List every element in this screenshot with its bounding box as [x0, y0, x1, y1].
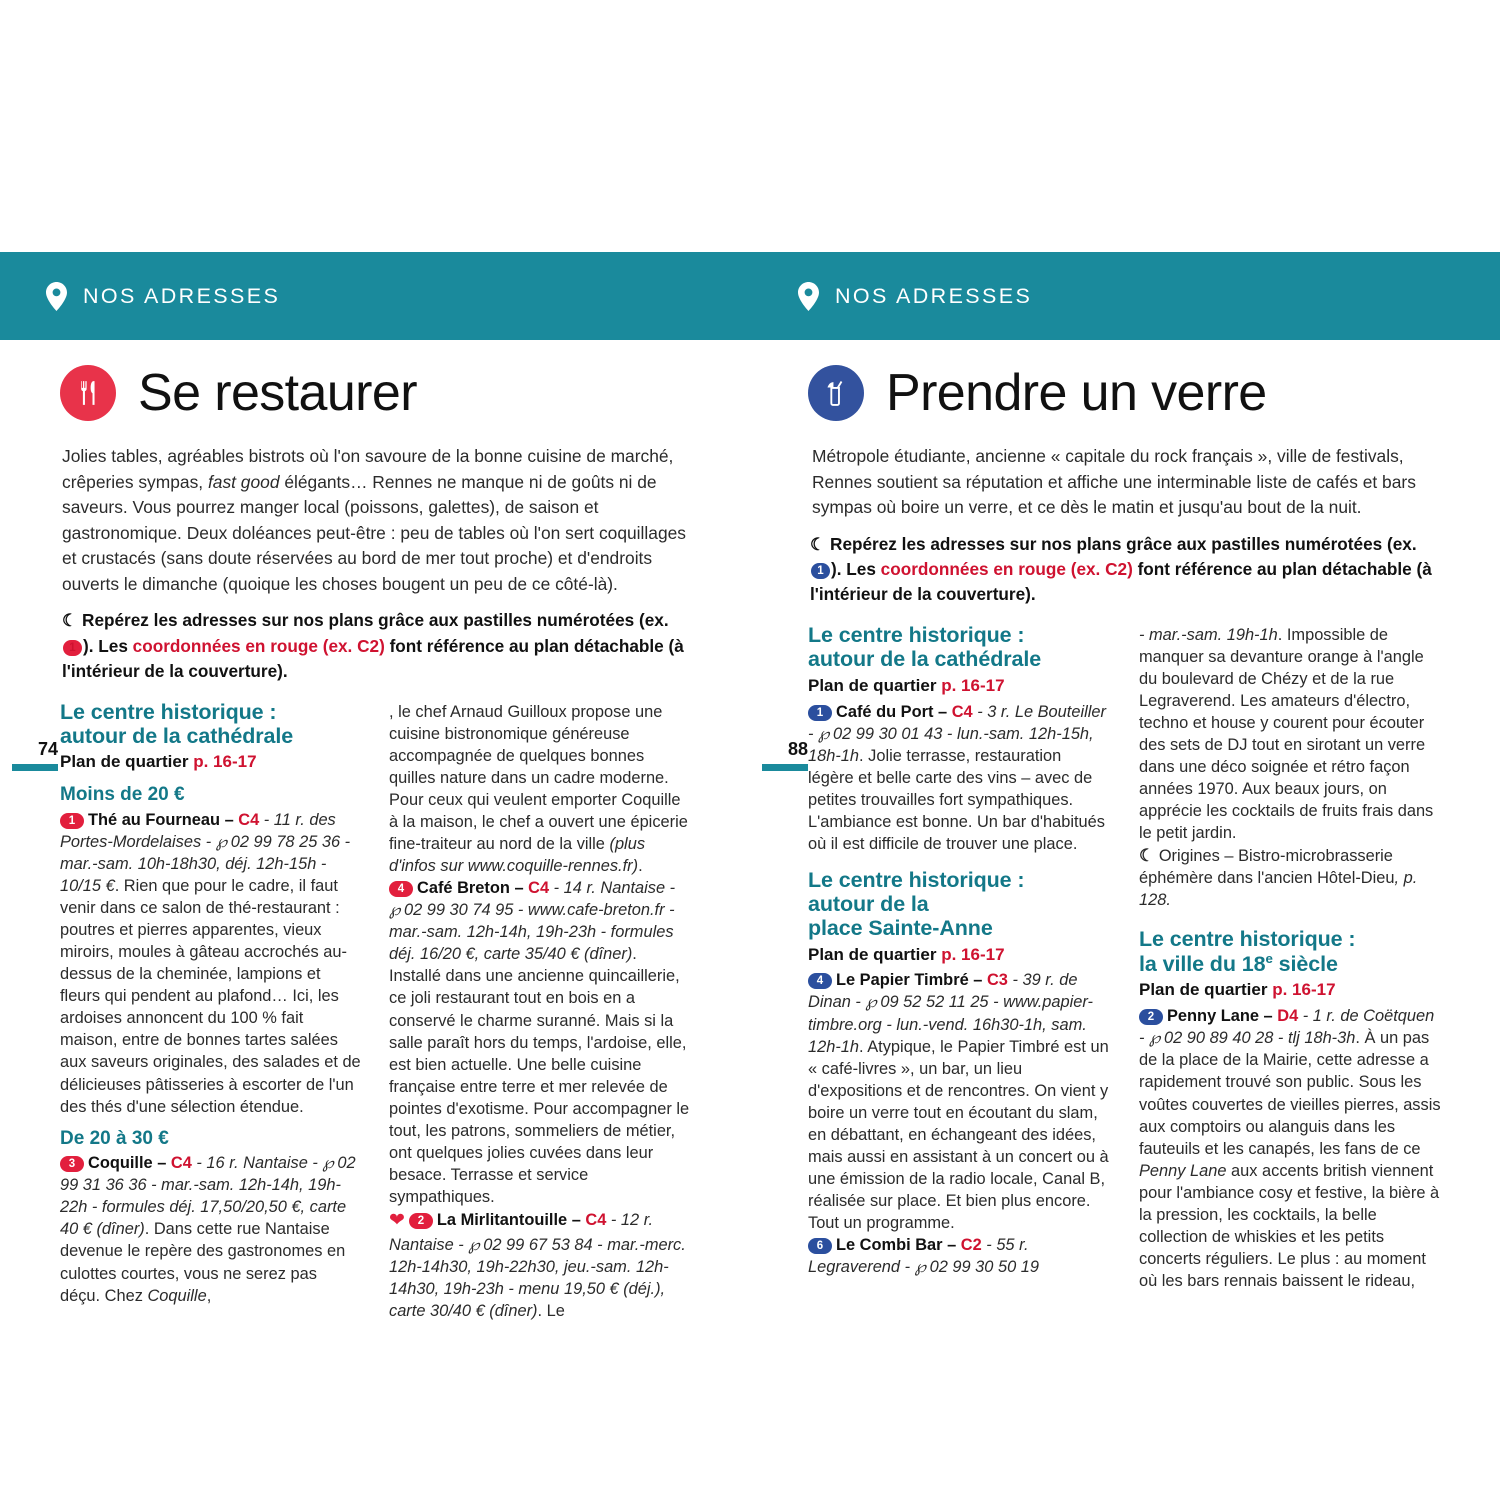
plan-de-quartier-right-1: [808, 675, 1111, 698]
xref-origines: [1139, 845, 1442, 912]
fork-knife-icon: [60, 365, 116, 421]
entry-body-italic-coquille: Coquille: [147, 1286, 207, 1305]
entry-coord-penny-lane: D4: [1277, 1007, 1299, 1026]
nos-adresses-band: [0, 252, 1500, 340]
entry-body-cont-penny-lane: aux accents british viennent pour l'ambiance cosy et festive, la bière à la pression, les cocktails, la belle collection de whiskies et les petits concerts réguliers. Le plus : au moment où les bars rennais baissent le rideau,: [1139, 1161, 1440, 1291]
block3-title-line1: Le centre historique :: [1139, 926, 1356, 951]
plan-label-left: Plan de quartier: [60, 752, 189, 772]
plan-page-right-2: p. 16-17: [941, 944, 1005, 964]
xref-bullet-icon: ☾: [810, 534, 826, 554]
block-title-place-sainte-anne: [808, 869, 1111, 941]
block-title-line2: autour de la cathédrale: [60, 723, 294, 748]
plan-page-right-1: p. 16-17: [941, 675, 1005, 695]
block1-title-line2: autour de la cathédrale: [808, 646, 1042, 671]
entry-body-le-papier-timbre: . Atypique, le Papier Timbré est un « café-livres », un bar, un lieu d'expositions et de rencontres. On vient y boire un verre tout en écoutant du slam, en débattant, en échangeant des idées, mais aussi en assistant à un concert ou à une émission de la radio locale, Canal B, réalisée sur place. Et bien plus encore. Tout un programme.: [808, 1037, 1109, 1233]
plan-page-right-3: p. 16-17: [1272, 980, 1336, 1000]
entry-details2-coquille: - mar.-sam. 12h-14h, 19h-22h - formules déj. 17,50/20,50 €, carte 40 € (dîner): [60, 1176, 347, 1239]
phone-icon: ℘: [468, 1235, 484, 1254]
phone-icon: ℘: [818, 724, 833, 743]
block-title-cathedrale-right: [808, 624, 1111, 672]
map-note-part2-left: ). Les: [83, 635, 133, 656]
right-col-1: [808, 624, 1111, 1292]
entry-le-combi-bar-continued: [1139, 624, 1442, 845]
entry-name-cafe-breton: Café Breton: [417, 879, 510, 898]
block-title-cathedrale: [60, 701, 361, 749]
page-title-left: Se restaurer: [138, 364, 417, 422]
entry-details2-the-au-fourneau: - mar.-sam. 10h-18h30, déj. 12h-15h - 10/15 €: [60, 832, 351, 895]
entry-body-cafe-du-port: . Jolie terrasse, restauration légère et belle carte des vins – avec de petites trouvailles fort sympathiques. L'ambiance est bonne. Un bar d'habitués où il est difficile de trouver une place.: [808, 746, 1105, 853]
band-half-left: [0, 252, 750, 340]
page-spread: [0, 340, 1500, 1320]
entry-phone-the-au-fourneau: 02 99 78 25 36: [230, 832, 341, 851]
pastille-4-blue: 4: [808, 973, 832, 989]
pastille-example-left: 1: [63, 640, 82, 656]
left-col-1: [60, 701, 361, 1322]
plan-label-right-1: Plan de quartier: [808, 675, 937, 695]
phone-icon: ℘: [389, 901, 404, 920]
entry-body-cafe-breton: . Installé dans une ancienne quincaillerie, ce joli restaurant tout en bois en a conservé le charme suranné. Mais si la salle paraît hors du temps, l'ardoise, elle, est bien actuelle. Une belle cuisine française entre terre et mer relevée de pointes d'exotisme. Pour accompagner le tout, les patrons, sommeliers de métier, ont quelques jolies cuvées dans leur besace. Terrasse et service sympathiques.: [389, 945, 690, 1207]
entry-le-papier-timbre: 4 Le Papier Timbré – C3 - 39 r. de Dinan - ℘ 09 52 52 11 25 - www.papier-timbre.org - lun.-vend. 16h30-1h, sam. 12h-1h. Atypique, le Papier Timbré est un « café-livres », un bar, un lieu d'expositions et de rencontres. On vient y boire un verre tout en écoutant du slam, en débattant, en échangeant des idées, mais aussi en assistant à un concert ou à une émission de la radio locale, Canal B, réalisée sur place. Et bien plus encore. Tout un programme.: [808, 971, 1109, 1233]
plan-de-quartier-right-2: [808, 944, 1111, 967]
entry-body-italic-penny-lane: Penny Lane: [1139, 1161, 1227, 1180]
band-label-right: NOS ADRESSES: [835, 283, 1033, 308]
left-page-columns: [60, 701, 690, 1322]
plan-de-quartier-right-3: [1139, 979, 1442, 1002]
entry-coord-cafe-breton: C4: [528, 879, 550, 898]
block2-title-line2: autour de la: [808, 891, 929, 916]
map-note-part3-right: font référence au plan détachable (à l'intérieur de la couverture).: [810, 559, 1432, 604]
entry-details-cafe-du-port: - 3 r. Le Bouteiller -: [808, 702, 1106, 743]
xref-page-origines: , p. 128.: [1139, 869, 1418, 910]
left-page: [0, 340, 750, 1320]
entry-phone-la-mirlitantouille: 02 99 67 53 84: [483, 1235, 593, 1254]
entry-details-la-mirlitantouille: - 12 r. Nantaise -: [389, 1211, 654, 1254]
pastille-6-blue: 6: [808, 1238, 832, 1254]
entry-details2-cafe-du-port: - lun.-sam. 12h-15h, 18h-1h: [808, 724, 1094, 765]
pastille-2-blue: 2: [1139, 1009, 1163, 1025]
entry-phone-cafe-du-port: 02 99 30 01 43: [833, 724, 943, 743]
map-note-part1-right: Repérez les adresses sur nos plans grâce aux pastilles numérotées (ex.: [830, 533, 1417, 554]
entry-cafe-breton: 4 Café Breton – C4 - 14 r. Nantaise - ℘ 02 99 30 74 95 - www.cafe-breton.fr - mar.-sam. 12h-14h, 19h-23h - formules déj. 16/20 €, carte 35/40 € (dîner). Installé dans une ancienne quincaillerie, ce joli restaurant tout en bois en a conservé le charme suranné. Mais si la salle paraît hors du temps, l'ardoise, elle, est bien actuelle. Une belle cuisine française entre terre et mer relevée de pointes d'exotisme. Pour accompagner le tout, les patrons, sommeliers de métier, ont quelques jolies cuvées dans leur besace. Terrasse et service sympathiques.: [389, 879, 690, 1207]
entry-details2-cafe-breton: - www.cafe-breton.fr - mar.-sam. 12h-14h, 19h-23h - formules déj. 16/20 €, carte 35/40 € (dîner): [389, 901, 675, 964]
entry-cafe-du-port: 1 Café du Port – C4 - 3 r. Le Bouteiller - ℘ 02 99 30 01 43 - lun.-sam. 12h-15h, 18h-1h. Jolie terrasse, restauration légère et belle carte des vins – avec de petites trouvailles fort sympathiques. L'ambiance est bonne. Un bar d'habitués où il est difficile de trouver une place.: [808, 702, 1106, 853]
entry-body-the-au-fourneau: . Rien que pour le cadre, il faut venir dans ce salon de thé-restaurant : poutres et pierres apparentes, vieux miroirs, moules à gâteau accrochés au-dessus de la cheminée, lampions et fleurs qui pendent au plafond… Ici, les ardoises annoncent du 100 % fait maison, entre de bonnes tartes salées aux saveurs originales, des salades et de délicieuses pâtisseries à escorter de l'un des thés d'une sélection étendue.: [60, 876, 361, 1116]
map-note-red-left: coordonnées en rouge (ex. C2): [132, 635, 385, 656]
entry-coquille: 3 Coquille – C4 - 16 r. Nantaise - ℘ 02 99 31 36 36 - mar.-sam. 12h-14h, 19h-22h - formules déj. 17,50/20,50 €, carte 40 € (dîner). Dans cette rue Nantaise devenue le repère des gastronomes en culottes courtes, vous ne serez pas déçu. Chez Coquille,: [60, 1154, 356, 1305]
entry-body-cont-coquille: , le chef Arnaud Guilloux propose une cuisine bistronomique généreuse accompagnée de quelques bonnes quilles nature dans un cadre moderne. Pour ceux qui veulent emporter Coquille à la maison, le chef a ouvert une épicerie fine-traiteur au nord de la ville: [389, 702, 688, 854]
xref-bullet-icon: ☾: [62, 611, 78, 631]
phone-icon: ℘: [1149, 1029, 1164, 1048]
map-note-left: [60, 608, 690, 683]
map-note-part3-left: font référence au plan détachable (à l'intérieur de la couverture).: [62, 635, 684, 681]
phone-icon: ℘: [215, 832, 231, 851]
map-note-red-right: coordonnées en rouge (ex. C2): [880, 559, 1133, 580]
pastille-example-right: 1: [811, 563, 830, 579]
entry-details-the-au-fourneau: - 11 r. des Portes-Mordelaises -: [60, 810, 336, 851]
pastille-3-red: 3: [60, 1156, 84, 1172]
entry-details-le-combi-bar: - 55 r. Legraverend -: [808, 1236, 1029, 1277]
price-band-de-20-a-30: De 20 à 30 €: [60, 1127, 169, 1149]
map-pin-icon: [798, 282, 819, 311]
entry-coord-le-combi-bar: C2: [960, 1236, 982, 1255]
entry-name-la-mirlitantouille: La Mirlitantouille: [436, 1211, 568, 1230]
entry-name-coquille: Coquille: [88, 1154, 153, 1173]
entry-body-end-coquille: .: [638, 857, 643, 876]
entry-name-le-combi-bar: Le Combi Bar: [836, 1236, 943, 1255]
entry-phone-cafe-breton: 02 99 30 74 95: [403, 901, 514, 920]
entry-coord-the-au-fourneau: C4: [238, 810, 260, 829]
phone-icon: ℘: [914, 1258, 930, 1277]
entry-name-penny-lane: Penny Lane: [1167, 1007, 1259, 1026]
entry-phone-penny-lane: 02 90 89 40 28: [1164, 1029, 1274, 1048]
block2-title-line1: Le centre historique :: [808, 867, 1025, 892]
right-page-columns: [808, 624, 1442, 1292]
pastille-2-red: 2: [409, 1213, 433, 1229]
pastille-1-red: 1: [60, 813, 84, 829]
page-number-right: 88: [787, 739, 808, 759]
map-note-part1-left: Repérez les adresses sur nos plans grâce aux pastilles numérotées (ex.: [82, 610, 669, 631]
entry-details-coquille: - 16 r. Nantaise -: [191, 1154, 323, 1173]
entry-details-penny-lane: - 1 r. de Coëtquen -: [1139, 1007, 1435, 1048]
page-title-right: Prendre un verre: [886, 364, 1267, 422]
entry-details-le-papier-timbre: - 39 r. de Dinan -: [808, 971, 1078, 1012]
entry-coord-le-papier-timbre: C3: [986, 971, 1008, 990]
map-note-part2-right: ). Les: [831, 559, 881, 580]
entry-coord-cafe-du-port: C4: [951, 702, 973, 721]
entry-name-the-au-fourneau: Thé au Fourneau: [88, 810, 221, 829]
cocktail-glass-icon: [808, 365, 864, 421]
xref-name-origines: Origines: [1158, 846, 1220, 865]
entry-body-italic2-coquille: (plus d'infos sur www.coquille-rennes.fr): [389, 835, 646, 876]
phone-icon: ℘: [322, 1154, 338, 1173]
entry-phone-le-papier-timbre: 09 52 52 11 25: [880, 993, 989, 1012]
entry-details2-le-papier-timbre: - www.papier-timbre.org - lun.-vend. 16h30-1h, sam. 12h-1h: [808, 993, 1093, 1056]
block-title-ville-18e-siecle: [1139, 928, 1442, 977]
pastille-4-red: 4: [389, 881, 413, 897]
entry-le-combi-bar: 6 Le Combi Bar – C2 - 55 r. Legraverend - ℘ 02 99 30 50 19: [808, 1236, 1039, 1277]
entry-penny-lane: 2 Penny Lane – D4 - 1 r. de Coëtquen - ℘ 02 90 89 40 28 - tlj 18h-3h. À un pas de la place de la Mairie, cette adresse a rapidement trouvé son public. Sous les voûtes couvertes de vieilles pierres, assis aux comptoirs ou alanguis dans les fauteuils et les canapés, les fans de ce Penny Lane aux accents british viennent pour l'ambiance cosy et festive, la bière à la pression, les cocktails, la belle collection de whiskies et les petits concerts réguliers. Le plus : au moment où les bars rennais baissent le rideau,: [1139, 1007, 1441, 1291]
block3-title-sup: e: [1265, 950, 1273, 966]
intro-italic-left: fast good: [207, 471, 280, 492]
heart-icon: ❤: [389, 1210, 405, 1232]
xref-text-origines: – Bistro-microbrasserie éphémère dans l'ancien Hôtel-Dieu: [1139, 846, 1395, 888]
entry-details2-le-combi-bar: - mar.-sam. 19h-1h: [1139, 625, 1278, 644]
entry-body-la-mirlitantouille: . Le: [537, 1301, 565, 1320]
map-pin-icon: [46, 282, 67, 311]
entry-details-cafe-breton: - 14 r. Nantaise -: [549, 879, 676, 898]
entry-body-penny-lane: . À un pas de la place de la Mairie, cette adresse a rapidement trouvé son public. Sous les voûtes couvertes de vieilles pierres, assis aux comptoirs ou alanguis dans les fauteuils et les canapés, les fans de ce: [1139, 1029, 1441, 1158]
plan-label-right-3: Plan de quartier: [1139, 980, 1268, 1000]
pastille-1-blue: 1: [808, 705, 832, 721]
phone-icon: ℘: [865, 993, 881, 1012]
entry-coord-la-mirlitantouille: C4: [585, 1211, 607, 1230]
entry-details2-la-mirlitantouille: - mar.-merc. 12h-14h30, 19h-22h30, jeu.-sam. 12h-14h30, 19h-23h - menu 19,50 € (déj.), carte 30/40 € (dîner): [389, 1235, 686, 1320]
page-number-left: 74: [37, 739, 58, 759]
entry-phone-le-combi-bar: 02 99 30 50 19: [929, 1258, 1039, 1277]
right-col-2: [1139, 624, 1442, 1292]
left-col-2: [389, 701, 690, 1322]
entry-la-mirlitantouille: ❤ 2 La Mirlitantouille – C4 - 12 r. Nantaise - ℘ 02 99 67 53 84 - mar.-merc. 12h-14h30, 19h-22h30, jeu.-sam. 12h-14h30, 19h-23h - menu 19,50 € (déj.), carte 30/40 € (dîner). Le: [389, 1210, 686, 1320]
entry-name-cafe-du-port: Café du Port: [836, 702, 934, 721]
band-half-right: [750, 252, 1500, 340]
band-label-left: NOS ADRESSES: [83, 283, 281, 308]
entry-the-au-fourneau: 1 Thé au Fourneau – C4 - 11 r. des Portes-Mordelaises - ℘ 02 99 78 25 36 - mar.-sam. 10h-18h30, déj. 12h-15h - 10/15 €. Rien que pour le cadre, il faut venir dans ce salon de thé-restaurant : poutres et pierres apparentes, vieux miroirs, moules à gâteau accrochés au-dessus de la cheminée, lampions et fleurs qui pendent au plafond… Ici, les ardoises annoncent du 100 % fait maison, entre de bonnes tartes salées aux saveurs originales, des salades et de délicieuses pâtisseries à escorter de l'un des thés d'une sélection étendue.: [60, 810, 361, 1116]
entry-name-le-papier-timbre: Le Papier Timbré: [836, 971, 969, 990]
block3-title-line2: la ville du 18e siècle: [1139, 950, 1338, 976]
map-note-right: [808, 532, 1442, 607]
section-header-prendre-un-verre: [808, 340, 1442, 432]
section-header-se-restaurer: [60, 340, 690, 432]
plan-de-quartier-left: [60, 751, 361, 774]
block2-title-line3: place Sainte-Anne: [808, 915, 993, 940]
intro-paragraph-left: Jolies tables, agréables bistrots où l'on savoure de la bonne cuisine de marché, crêperies sympas, fast good élégants… Rennes ne manque ni de goûts ni de saveurs. Vous pourrez manger local (poissons, galettes), de saison et gastronomique. Deux doléances peut-être : peu de tables où l'on sert coquillages et crustacés (sans doute réservées au bord de mer tout proche) et d'endroits ouverts le dimanche (quoique les choses bougent un peu de ce côté-là).: [62, 446, 686, 594]
entry-body-coquille: . Dans cette rue Nantaise devenue le repère des gastronomes en culottes courtes, vous ne serez pas déçu. Chez: [60, 1220, 346, 1305]
intro-paragraph-right: Métropole étudiante, ancienne « capitale du rock français », ville de festivals, Rennes soutient sa réputation et affiche une interminable liste de cafés et bars sympas où boire un verre, et ce dès le matin et jusqu'au bout de la nuit.: [812, 446, 1416, 518]
xref-bullet-icon: ☾: [1139, 845, 1155, 865]
price-band-moins-de-20: Moins de 20 €: [60, 784, 185, 806]
entry-body-le-combi-bar: . Impossible de manquer sa devanture orange à l'angle du boulevard de Chézy et de la rue Legraverend. Les amateurs d'électro, techno et house y courent pour écouter des sets de DJ tout en sirotant un verre dans une déco soignée et rétro façon années 1970. Aux beaux jours, on apprécie les cocktails de fruits frais dans le petit jardin.: [1139, 625, 1434, 843]
entry-phone-coquille: 02 99 31 36 36: [60, 1154, 356, 1195]
plan-page-left: p. 16-17: [193, 752, 257, 772]
plan-label-right-2: Plan de quartier: [808, 944, 937, 964]
right-page: [750, 340, 1500, 1291]
block1-title-line1: Le centre historique :: [808, 622, 1025, 647]
entry-coord-coquille: C4: [170, 1154, 192, 1173]
entry-coquille-continued: [389, 701, 690, 878]
entry-details2-penny-lane: - tlj 18h-3h: [1273, 1029, 1356, 1048]
block-title-line1: Le centre historique :: [60, 699, 277, 724]
